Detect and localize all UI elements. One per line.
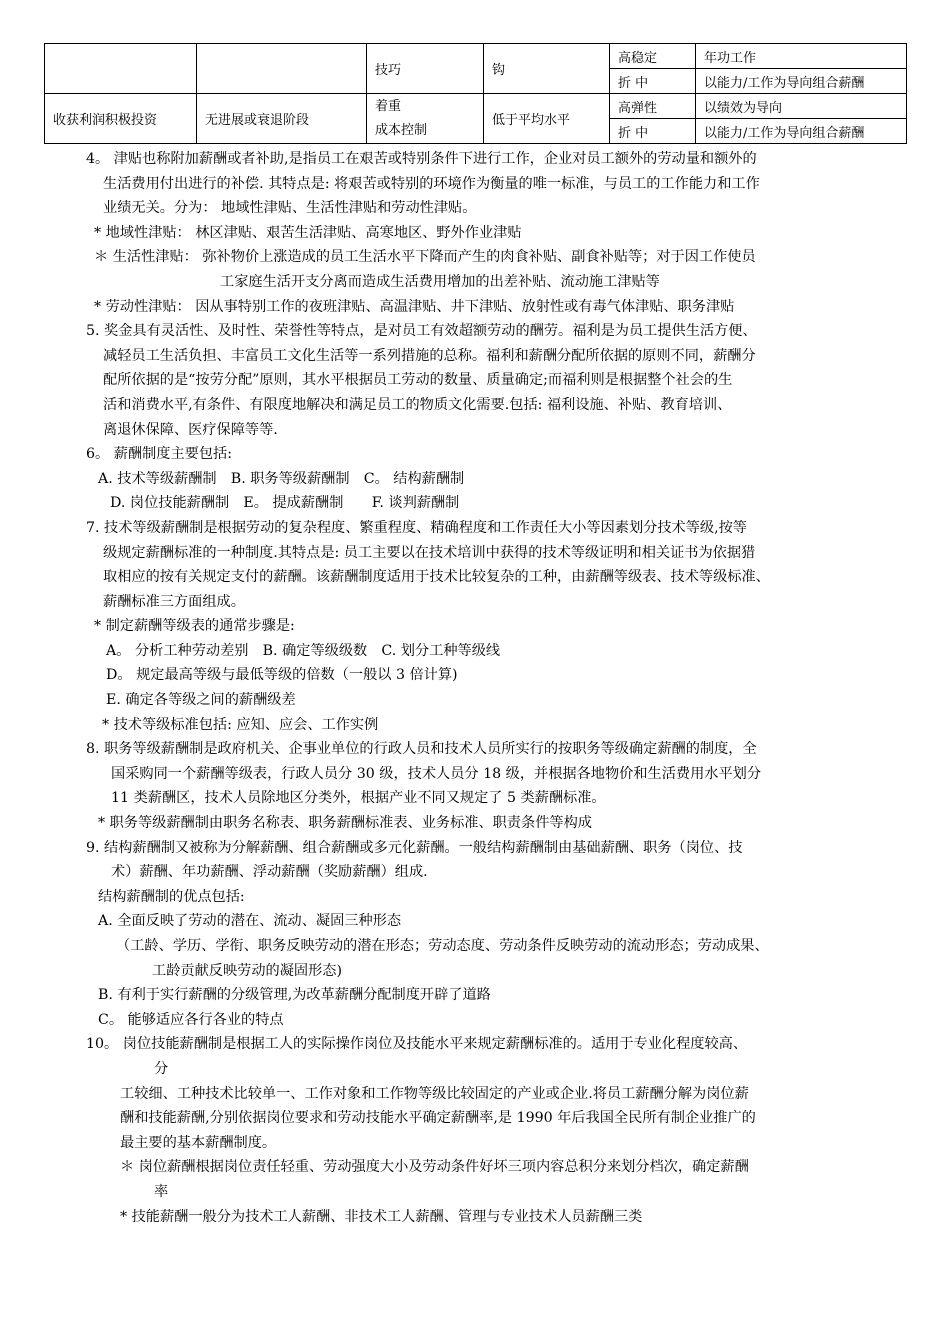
- text-line: * 劳动性津贴： 因从事特别工作的夜班津贴、高温津贴、井下津贴、放射性或有毒气体津贴、职务津贴: [94, 298, 735, 315]
- text-line: 率: [154, 1183, 169, 1200]
- table-cell: 年功工作: [696, 44, 907, 69]
- text-line: * 职务等级薪酬制由职务名称表、职务薪酬标准表、业务标准、职责条件等构成: [98, 815, 592, 832]
- text-line: 9. 结构薪酬制又被称为分解薪酬、组合薪酬或多元化薪酬。一般结构薪酬制由基础薪酬、职务（岗位、技: [86, 839, 743, 856]
- text-line: A. 技术等级薪酬制 B. 职务等级薪酬制 C。 结构薪酬制: [98, 470, 465, 487]
- text-line: 分: [154, 1060, 169, 1077]
- text-line: 11 类薪酬区，技术人员除地区分类外，根据产业不同又规定了 5 类薪酬标准。: [111, 790, 606, 807]
- text-line: 离退休保障、医疗保障等等.: [103, 421, 278, 438]
- text-line: A。 分析工种劳动差别 B. 确定等级级数 C. 划分工种等级线: [106, 642, 501, 659]
- text-line: 薪酬标准三方面组成。: [103, 593, 245, 610]
- table-cell: 以绩效为导向: [696, 94, 907, 119]
- table-cell: [45, 44, 197, 94]
- text-line: 术）薪酬、年功薪酬、浮动薪酬（奖励薪酬）组成.: [111, 864, 428, 881]
- text-line: 级规定薪酬标准的一种制度.其特点是: 员工主要以在技术培训中获得的技术等级证明和相关证书为依据猎: [103, 544, 756, 561]
- table-cell: 收获利润积极投资: [45, 94, 197, 144]
- table-cell: [197, 44, 367, 94]
- text-line: 取相应的按有关规定支付的薪酬。该薪酬制度适用于技术比较复杂的工种，由薪酬等级表、技术等级标准、: [103, 569, 770, 586]
- text-line: 业绩无关。分为： 地域性津贴、生活性津贴和劳动性津贴。: [103, 200, 477, 217]
- text-line: B. 有利于实行薪酬的分级管理,为改革薪酬分配制度开辟了道路: [98, 987, 491, 1004]
- text-line: C。 能够适应各行各业的特点: [98, 1011, 284, 1028]
- table-cell: [367, 94, 484, 144]
- text-line: 生活费用付出进行的补偿. 其特点是: 将艰苦或特别的环境作为衡量的唯一标准，与员工的工作能力和工作: [103, 175, 760, 192]
- text-line: 工较细、工种技术比较单一、工作对象和工作物等级比较固定的产业或企业.将员工薪酬分解为岗位薪: [120, 1085, 749, 1102]
- text-line: * 地域性津贴： 林区津贴、艰苦生活津贴、高寒地区、野外作业津贴: [94, 224, 522, 241]
- text-line: 6。 薪酬制度主要包括:: [86, 446, 233, 463]
- text-line: ＊ 岗位薪酬根据岗位责任轻重、劳动强度大小及劳动条件好坏三项内容总积分来划分档次，确定薪酬: [120, 1159, 749, 1176]
- text-line: * 制定薪酬等级表的通常步骤是:: [94, 618, 295, 635]
- salary-strategy-table: [44, 43, 907, 144]
- text-line: D。 规定最高等级与最低等级的倍数（一般以 3 倍计算): [106, 667, 458, 684]
- text-line: 5. 奖金具有灵活性、及时性、荣誉性等特点，是对员工有效超额劳动的酬劳。福利是为员工提供生活方便、: [86, 323, 757, 340]
- text-line: 最主要的基本薪酬制度。: [120, 1134, 277, 1151]
- text-line: 工家庭生活开支分离而造成生活费用增加的出差补贴、流动施工津贴等: [220, 273, 660, 290]
- text-line: 酬和技能薪酬,分别依据岗位要求和劳动技能水平确定薪酬率,是 1990 年后我国全民所有制企业推广的: [120, 1110, 756, 1127]
- text-line: * 技能薪酬一般分为技术工人薪酬、非技术工人薪酬、管理与专业技术人员薪酬三类: [120, 1208, 643, 1225]
- table-cell: 高稳定: [610, 44, 696, 69]
- text-line: （工龄、学历、学衔、职务反映劳动的潜在形态；劳动态度、劳动条件反映劳动的流动形态；劳动成果、: [116, 938, 769, 954]
- text-line: 国采购同一个薪酬等级表，行政人员分 30 级，技术人员分 18 级，并根据各地物价和生活费用水平划分: [111, 765, 762, 782]
- table-cell: 技巧: [367, 44, 484, 94]
- cell-line: 着重: [375, 98, 402, 114]
- table-cell: 高弹性: [610, 94, 696, 119]
- text-line: 10。 岗位技能薪酬制是根据工人的实际操作岗位及技能水平来规定薪酬标准的。适用于专业化程度较高、: [86, 1036, 748, 1053]
- table-cell: 以能力/工作为导向组合薪酬: [696, 119, 907, 144]
- text-line: 配所依据的是“按劳分配”原则，其水平根据员工劳动的数量、质量确定;而福利则是根据整个社会的生: [103, 372, 733, 389]
- table-row: [45, 94, 907, 119]
- text-line: 4。 津贴也称附加薪酬或者补助,是指员工在艰苦或特别条件下进行工作，企业对员工额外的劳动量和额外的: [86, 151, 757, 167]
- text-line: 7. 技术等级薪酬制是根据劳动的复杂程度、繁重程度、精确程度和工作责任大小等因素划分技术等级,按等: [86, 519, 747, 536]
- table-cell: 低于平均水平: [484, 94, 610, 144]
- table-cell: 无进展或衰退阶段: [197, 94, 367, 144]
- table-cell: 以能力/工作为导向组合薪酬: [696, 69, 907, 94]
- document-body: [86, 147, 896, 1229]
- cell-line: 成本控制: [375, 122, 428, 138]
- text-line: 减轻员工生活负担、丰富员工文化生活等一系列措施的总称。福利和薪酬分配所依据的原则不同，薪酬分: [103, 347, 756, 364]
- text-line: ＊ 生活性津贴： 弥补物价上涨造成的员工生活水平下降而产生的肉食补贴、副食补贴等；对于因工作使员: [94, 249, 756, 266]
- table-cell: 折 中: [610, 69, 696, 94]
- text-line: 结构薪酬制的优点包括:: [98, 888, 245, 905]
- text-line: A. 全面反映了劳动的潜在、流动、凝固三种形态: [98, 913, 402, 930]
- table-row: [45, 44, 907, 69]
- text-line: D. 岗位技能薪酬制 E。 提成薪酬制 F. 谈判薪酬制: [110, 495, 460, 512]
- table-cell: 钩: [484, 44, 610, 94]
- text-line: 8. 职务等级薪酬制是政府机关、企事业单位的行政人员和技术人员所实行的按职务等级确定薪酬的制度，全: [86, 741, 757, 758]
- text-line: 活和消费水平,有条件、有限度地解决和满足员工的物质文化需要.包括: 福利设施、补贴、教育培训、: [103, 396, 732, 413]
- text-line: * 技术等级标准包括: 应知、应会、工作实例: [102, 716, 379, 733]
- text-line: E. 确定各等级之间的薪酬级差: [106, 692, 296, 709]
- text-line: 工龄贡献反映劳动的凝固形态): [152, 962, 342, 979]
- table-cell: 折 中: [610, 119, 696, 144]
